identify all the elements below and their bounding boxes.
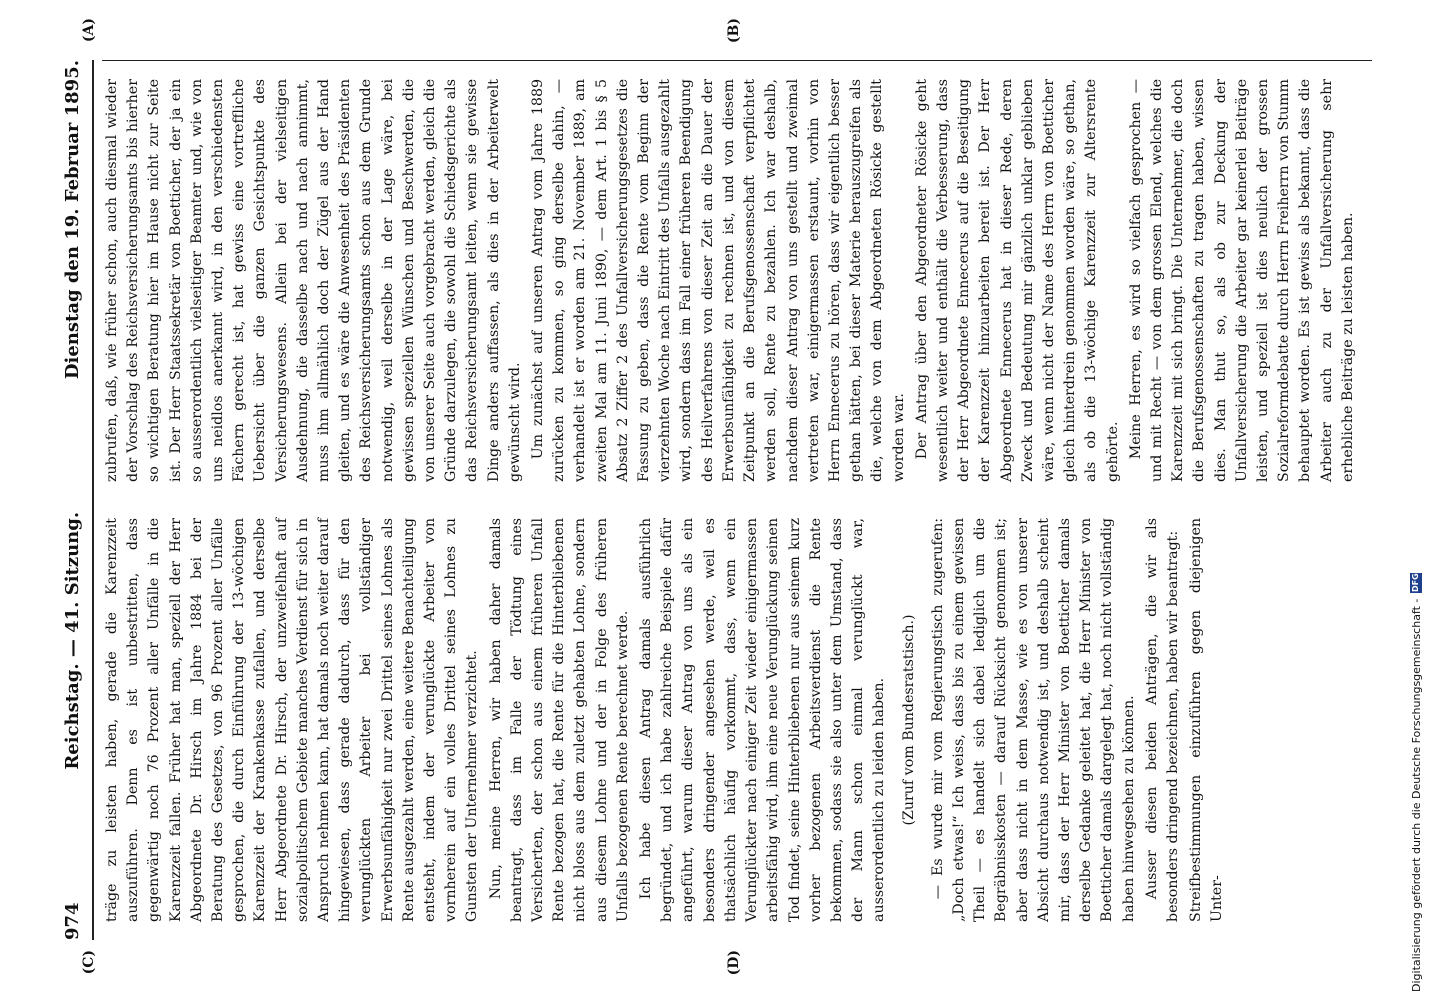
digitization-credit	[1406, 8, 1426, 992]
interjection: (Zuruf vom Bundesratstisch.)	[900, 614, 917, 826]
paragraph: träge zu leisten haben, gerade die Karenzzeit auszuführen. Denn es ist unbestritten, dass gegenwärtig noch 76 Prozent aller Unfälle in die Karenzzeit fallen. Früher hat man, speziell der Herr Abgeordnete Dr. Hirsch im Jahre 1884 bei der Beratung des Gesetzes, von 96 Prozent aller Unfälle gesprochen, die durch Einführung der 13-wöchigen Karenzzeit der Krankenkasse zufallen, und derselbe Herr Abgeordnete Dr. Hirsch, der unzweifelhaft auf sozialpolitischem Gebiete manches Verdienst für sich in Anspruch nehmen kann, hat damals noch weiter darauf hingewiesen, dass gerade dadurch, dass für den verunglückten Arbeiter bei vollständiger Erwerbsunfähigkeit nur zwei Drittel seines Lohnes als Rente ausgezahlt werden, eine weitere Benachteiligung entsteht, indem der verunglückte Arbeiter von vornherein auf ein volles Drittel seines Lohnes zu Gunsten der Unternehmer verzichtet.	[104, 518, 481, 922]
text-columns	[102, 60, 1372, 940]
paragraph: Ich habe diesen Antrag damals ausführlich begründet, und ich habe zahlreiche Beispiele dafür angeführt, warum dieser Antrag von uns als ein besonders dringender angesehen werde, weil es thatsächlich häufig vorkommt, dass, wenn ein Verunglückter nach einiger Zeit wieder einigermassen arbeitsfähig wird, ihm eine neue Verunglückung seinen Tod findet, seine Hinterbliebenen nur aus seinem kurz vorher bezogenen Arbeitsverdienst die Rente bekommen, sodass sie also unter dem Umstand, dass der Mann schon einmal verunglückt war, ausserordentlich zu leiden haben.	[638, 518, 888, 922]
paragraph: Der Antrag über den Abgeordneter Rösicke geht wesentlich weiter und enthält die Verbesserung, dass der Herr Abgeordnete Ennecerus auf die Beseitigung der Karenzzeit hinzuarbeiten bereit ist. Der Herr Abgeordnete Ennecerus hat in dieser Rede, deren Zweck und Bedeutung mir gänzlich unklar geblieben wäre, wenn nicht der Name des Herrn von Boetticher gleich hinterdrein genommen worden wäre, so gethan, als ob die 13-wöchige Karenzzeit zur Altersrente gehörte.	[913, 79, 1121, 482]
margin-mark-c: (C)	[81, 950, 97, 975]
page-number: 974	[61, 902, 83, 940]
session-title: Reichstag. — 41. Sitzung.	[61, 511, 83, 770]
paragraph: Um zunächst auf unseren Antrag vom Jahre 1889 zurücken zu kommen, so ging derselbe dahin, — verhandelt ist er worden am 21. November 1889, am zweiten Mal am 11. Juni 1890, — dem Art. 1 bis § 5 Absatz 2 Ziffer 2 des Unfallversicherungsgesetzes die Fassung zu geben, dass die Rente vom Beginn der vierzehnten Woche nach Eintritt des Unfalls ausgezahlt wird, sondern dass im Fall einer früheren Beendigung des Heilverfahrens von dieser Zeit an die Dauer der Erwerbsunfähigkeit zu rechnen ist, und von diesem Zeitpunkt an die Berufsgenossenschaft verpflichtet werden soll, Rente zu bezahlen. Ich war deshalb, nachdem dieser Antrag von uns gestellt und zweimal vertreten war, einigermassen erstaunt, vorhin von Herrn Ennecerus zu hören, dass wir eigentlich besser gethan hätten, bei dieser Materie herauszugreifen als die, welche von dem Abgeordneten Rösicke gestellt worden war.	[530, 79, 907, 482]
margin-mark-a: (A)	[81, 18, 97, 43]
credit-text: Digitalisierung gefördert durch die Deutsche Forschungsgemeinschaft -	[1409, 598, 1423, 992]
dfg-logo: DFG	[1411, 573, 1420, 592]
right-column	[102, 500, 1372, 940]
left-column	[102, 60, 1372, 500]
paragraph: Ausser diesen beiden Anträgen, die wir als besonders dringend bezeichnen, haben wir beantragt:	[1143, 518, 1181, 922]
paragraph: zubrufen, daß, wie früher schon, auch diesmal wieder der Vorschlag des Reichsversicherungsamts bis hierher so wichtigen Beratung hier im Hause nicht zur Seite ist. Der Herr Staatssekretär von Boetticher, der ja ein so ausserordentlich vielseitiger Beamter und, wie von uns neidlos anerkannt wird, in den verschiedensten Fächern gerecht ist, hat gewiss eine vortreffliche Uebersicht über die ganzen Gesichtspunkte des Versicherungswesens. Allein bei der vielseitigen Ausdehnung, die dasselbe nach und nach annimmt, muss ihm allmählich doch der Zügel aus der Hand gleiten, und es wäre die Anwesenheit des Präsidenten des Reichsversicherungsamts schon aus dem Grunde notwendig, weil derselbe in der Lage wäre, bei gewissen speziellen Wünschen und Beschwerden, die von unserer Seite auch vorgebracht werden, gleich die Gründe darzulegen, die sowohl die Schiedsgerichte als das Reichsversicherungsamt leiten, wenn sie gewisse Dinge anders auffassen, als dies in der Arbeiterwelt gewünscht wird.	[104, 79, 523, 482]
session-date: Dienstag den 19. Februar 1895.	[61, 60, 83, 380]
paragraph: Meine Herren, es wird so vielfach gesprochen — und mit Recht — von dem grossen Elend, welches die Karenzzeit mit sich bringt. Die Unternehmer, die doch die Berufsgenossenschaften zu tragen haben, wissen dies. Man thut so, als ob zur Deckung der Unfallversicherung die Arbeiter gar keinerlei Beiträge leisten, und speziell ist dies neulich der grossen Sozialreformdebatte durch Herrn Freiherrn von Stumm behauptet worden. Es ist gewiss als bekannt, dass die Arbeiter auch zu der Unfallversicherung sehr erhebliche Beiträge zu leisten haben.	[1127, 79, 1356, 482]
paragraph: — Es wurde mir vom Regierungstisch zugerufen: „Doch etwas!“ Ich weiss, dass bis zu einem gewissen Theil — es handelt sich dabei lediglich um die Begräbnisskosten — darauf Rücksicht genommen ist; aber dass nicht in dem Masse, wie es von unserer Absicht durchaus notwendig ist, und deshalb scheint mir, dass der Herr Minister von Boetticher damals derselbe Gedanke geleitet hat, die Herr Minister von Boetticher damals dargelegt hat, noch nicht vollständig haben hinwegsehen zu können.	[929, 518, 1137, 922]
paragraph: Nun, meine Herren, wir haben daher damals beantragt, dass im Falle der Tödtung eines Versicherten, der schon aus einem früheren Unfall Rente bezogen hat, die Rente für die Hinterbliebenen nicht bloss aus dem zuletzt gehabten Lohne, sondern aus diesem Lohne und der in Folge des früheren Unfalls bezogenen Rente berechnet werde.	[487, 518, 631, 922]
paragraph: Streifbestimmungen einzuführen gegen diejenigen Unter-	[1188, 518, 1226, 922]
page-header	[52, 60, 94, 940]
margin-mark-d: (D)	[726, 950, 742, 976]
margin-mark-b: (B)	[726, 18, 742, 44]
